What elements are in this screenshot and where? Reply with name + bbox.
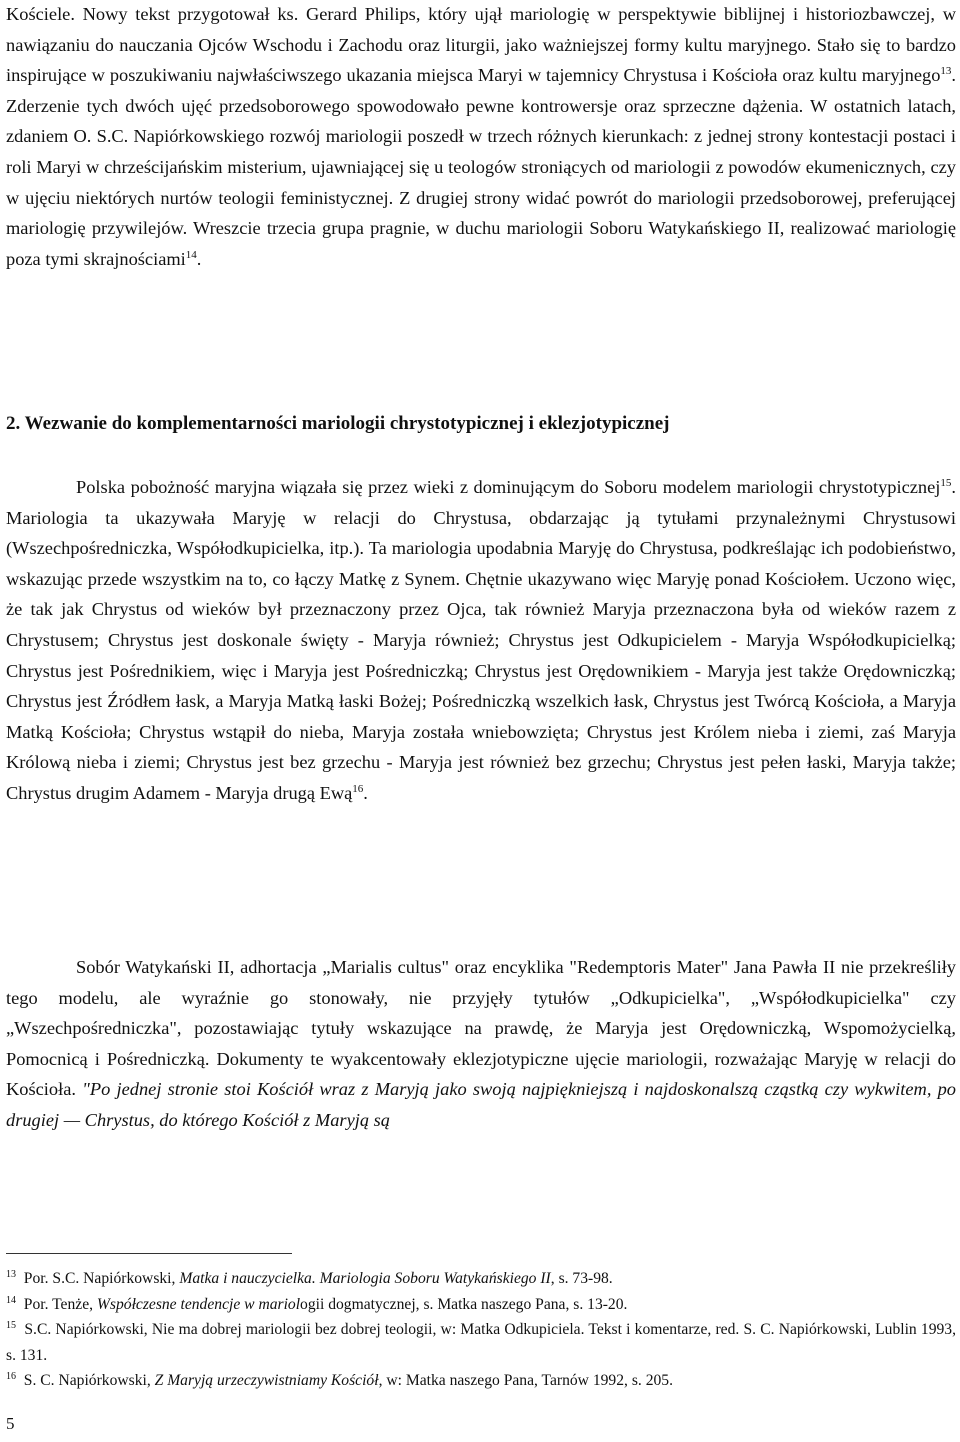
page-number: 5 bbox=[6, 1414, 15, 1433]
body-paragraph-3 bbox=[6, 952, 956, 1136]
footnote-text: ogii dogmatycznej, s. Matka naszego Pana, s. 13-20. bbox=[300, 1295, 628, 1313]
footnote-reference[interactable]: 16 bbox=[352, 782, 364, 795]
body-paragraph-2 bbox=[6, 472, 956, 809]
footnote-number: 13 bbox=[6, 1269, 16, 1280]
section-heading: 2. Wezwanie do komplementarności mariologii chrystotypicznej i eklezjotypicznej bbox=[6, 413, 670, 434]
footnote-text: S. C. Napiórkowski, bbox=[23, 1372, 155, 1389]
body-paragraph-1 bbox=[6, 0, 956, 274]
footnote-text: Por. Tenże, bbox=[23, 1295, 97, 1313]
paragraph-text: . Zderzenie tych dwóch ujęć przedsoborowego spowodowało pewne kontrowersje oraz sprzeczne dążenia. W ostatnich latach, zdaniem O. S.C. Napiórkowskiego rozwój mariologii poszedł w trzech różnych kierunkach: z jednej strony kontestacji postaci i roli Maryi w chrześcijańskim misterium, ujawniającej się u teologów stroniących od mariologii z powodów ekumenicznych, czy w ujęciu niektórych nurtów teologii feministycznej. Z drugiej strony widać powrót do mariologii przedsoborowej, preferującej mariologię przywilejów. Wreszcie trzecia grupa pragnie, w duchu mariologii Soboru Watykańskiego II, realizować mariologię poza tymi skrajnościami bbox=[6, 65, 956, 269]
paragraph-text: . bbox=[196, 248, 202, 269]
footnote-text: Por. S.C. Napiórkowski, bbox=[23, 1270, 180, 1287]
footnote-title: Matka i nauczycielka. Mariologia Soboru Watykańskiego II bbox=[179, 1270, 551, 1287]
footnote-16 bbox=[6, 1368, 956, 1394]
paragraph-text: . bbox=[363, 782, 368, 803]
footnote-14 bbox=[6, 1292, 956, 1318]
footnote-title: Z Maryją urzeczywistniamy Kościół bbox=[154, 1372, 379, 1389]
footnote-reference[interactable]: 15 bbox=[940, 477, 952, 489]
paragraph-text: Sobór Watykański II, adhortacja „Marialis cultus" oraz encyklika "Redemptoris Mater" Jana Pawła II nie przekreśliły tego modelu, ale wyraźnie go stonowały, nie przyjęły tytułów „Odkupicielka", „Współodkupicielka" czy „Wszechpośredniczka", pozostawiając tytuły wskazujące na prawdę, że Maryja jest Orędowniczką, Wspomożycielką, Pomocnicą i Pośredniczką. Dokumenty te wyakcentowały eklezjotypiczne ujęcie mariologii, rozważając Maryję w relacji do Kościoła. bbox=[6, 957, 956, 1100]
footnote-text: , s. 73-98. bbox=[550, 1270, 613, 1287]
paragraph-text: . Mariologia ta ukazywała Maryję w relacji do Chrystusa, obdarzając ją tytułami przynależnymi Chrystusowi (Wszechpośredniczka, Współodkupicielka, itp.). Ta mariologia upodabnia Maryję do Chrystusa, podkreślając ich podobieństwo, wskazując przede wszystkim na to, co łączy Matkę z Synem. Chętnie ukazywano więc Maryję ponad Kościołem. Uczono więc, że tak jak Chrystus od wieków był przeznaczony przez Ojca, tak również Maryja przeznaczona była od wieków razem z Chrystusem; Chrystus jest doskonale święty - Maryja również; Chrystus jest Odkupicielem - Maryja Współodkupicielką; Chrystus jest Pośrednikiem, więc i Maryja jest Pośredniczką; Chrystus jest Orędownikiem - Maryja jest także Orędowniczką; Chrystus jest Źródłem łask, a Maryja Matką łaski Bożej; Pośredniczką wszelkich łask, Chrystus jest Twórcą Kościoła, a Maryja Matką Kościoła; Chrystus wstąpił do nieba, Maryja została wniebowzięta; Chrystus jest Królem nieba i ziemi, zaś Maryja Królową nieba i ziemi; Chrystus jest bez grzechu - Maryja jest również bez grzechu; Chrystus jest pełen łaski, Maryja także; Chrystus drugim Adamem - Maryja drugą Ewą bbox=[6, 477, 956, 803]
paragraph-text: Polska pobożność maryjna wiązała się przez wieki z dominującym do Soboru modelem mariologii chrystotypicznej bbox=[76, 477, 941, 497]
footnote-reference[interactable]: 13 bbox=[940, 65, 952, 78]
paragraph-text: Kościele. Nowy tekst przygotował ks. Gerard Philips, który ujął mariologię w perspektywie biblijnej i historiozbawczej, w nawiązaniu do nauczania Ojców Wschodu i Zachodu oraz liturgii, jako ważniejszej formy kultu maryjnego. Stało się to bardzo inspirujące w poszukiwaniu najwłaściwszego ukazania miejsca Maryi w tajemnicy Chrystusa i Kościoła oraz kultu maryjnego bbox=[6, 4, 956, 86]
italic-quotation: "Po jednej stronie stoi Kościół wraz z Maryją jako swoją najpiękniejszą i najdoskonalszą cząstką czy wykwitem, po drugiej — Chrystus, do którego Kościół z Maryją są bbox=[6, 1079, 956, 1130]
footnotes bbox=[6, 1266, 956, 1394]
footnote-number: 15 bbox=[6, 1320, 16, 1331]
footnote-separator bbox=[6, 1253, 292, 1254]
footnote-text: , w: Matka naszego Pana, Tarnów 1992, s. 205. bbox=[378, 1372, 673, 1389]
footnote-title: Współczesne tendencje w mariol bbox=[96, 1295, 301, 1313]
footnote-13 bbox=[6, 1266, 956, 1292]
footnote-number: 14 bbox=[6, 1294, 16, 1306]
footnote-number: 16 bbox=[6, 1371, 16, 1382]
footnote-text: S.C. Napiórkowski, Nie ma dobrej mariologii bez dobrej teologii, w: Matka Odkupiciela. Tekst i komentarze, red. S. C. Napiórkowski, Lublin 1993, s. 131. bbox=[6, 1321, 956, 1364]
footnote-reference[interactable]: 14 bbox=[185, 248, 197, 261]
footnote-15 bbox=[6, 1317, 956, 1368]
